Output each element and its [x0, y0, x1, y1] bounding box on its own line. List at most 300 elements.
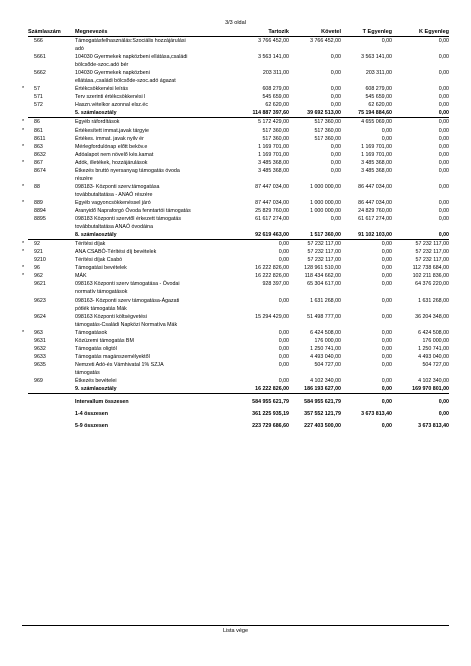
account-description [75, 272, 195, 280]
table-row [28, 215, 449, 231]
account-code: 571 [34, 94, 43, 101]
t-egyenleg-value: 0,00 [381, 241, 392, 248]
t-egyenleg-value: 86 447 034,00 [358, 183, 392, 190]
kovetel-value: 357 552 121,79 [304, 411, 341, 418]
t-egyenleg-value: 3 485 368,00 [361, 167, 392, 174]
k-egyenleg-value: 0,00 [438, 207, 449, 214]
k-egyenleg-value: 0,00 [438, 183, 449, 190]
table-row [28, 69, 449, 85]
tartozik-value: 0,00 [278, 257, 289, 264]
description-line: Közüzemi támogatás BM [75, 337, 134, 344]
account-description [75, 329, 195, 337]
account-code: 9635 [34, 361, 46, 368]
t-egyenleg-value: 545 659,00 [365, 94, 392, 101]
header-t-egyenleg: T Egyenleg [362, 29, 392, 35]
account-description [75, 422, 195, 430]
tartozik-value: 114 887 397,60 [252, 110, 289, 117]
tartozik-value: 0,00 [278, 297, 289, 304]
t-egyenleg-value: 0,00 [381, 423, 392, 430]
k-egyenleg-value: 0,00 [438, 54, 449, 61]
table-row [28, 361, 449, 377]
table-row [22, 329, 449, 337]
row-marker: * [22, 127, 25, 134]
row-marker: * [22, 273, 25, 280]
account-code: 9210 [34, 257, 46, 264]
description-line: MÁK [75, 273, 87, 280]
k-egyenleg-value: 0,00 [438, 86, 449, 93]
account-description [75, 353, 195, 361]
header-tartozik: Tartozik [268, 29, 289, 35]
account-description [75, 109, 195, 117]
total-row [28, 422, 449, 430]
trial-balance-table [22, 28, 449, 430]
t-egyenleg-value: 75 194 884,60 [358, 110, 392, 117]
table-row [28, 167, 449, 183]
description-line: 098163 Központi szerv támogatása - Óvodai [75, 281, 180, 288]
table-header [28, 28, 449, 37]
tartozik-value: 517 360,00 [262, 135, 289, 142]
table-row [28, 53, 449, 69]
kovetel-value: 51 498 777,00 [307, 313, 341, 320]
description-line: támogatás-Családi Napközi Normatíva Mák [75, 321, 178, 328]
header-kovetel: Követel [321, 29, 341, 35]
kovetel-value: 57 232 117,00 [307, 249, 341, 256]
k-egyenleg-value: 6 424 508,00 [418, 329, 449, 336]
description-line: Támogatások [75, 329, 108, 336]
account-description [75, 231, 195, 239]
account-description [75, 101, 195, 109]
t-egyenleg-value: 0,00 [381, 386, 392, 393]
account-description [75, 313, 195, 329]
account-code: 8895 [34, 216, 46, 223]
description-line: Értékcsökkenési leírás [75, 86, 128, 93]
t-egyenleg-value: 0,00 [381, 313, 392, 320]
t-egyenleg-value: 0,00 [381, 249, 392, 256]
tartozik-value: 0,00 [278, 345, 289, 352]
tartozik-value: 1 169 701,00 [258, 151, 289, 158]
tartozik-value: 928 397,00 [262, 281, 289, 288]
account-code: 8674 [34, 167, 46, 174]
kovetel-value: 1 000 000,00 [310, 199, 341, 206]
k-egyenleg-value: 0,00 [438, 102, 449, 109]
tartozik-value: 1 169 701,00 [258, 143, 289, 150]
tartozik-value: 0,00 [278, 361, 289, 368]
tartozik-value: 16 222 826,00 [255, 273, 289, 280]
tartozik-value: 5 172 429,00 [258, 119, 289, 126]
description-line: Egyéb vagyoncsökkenéssel járó [75, 199, 151, 206]
description-line: Intervallum összesen [75, 399, 129, 406]
kovetel-value: 517 360,00 [314, 119, 341, 126]
t-egyenleg-value: 3 673 813,40 [361, 411, 392, 418]
description-line: részére [75, 175, 93, 182]
description-line: 098163 Központi költségvetési [75, 313, 147, 320]
account-code: 8611 [34, 135, 46, 142]
tartozik-value: 223 729 686,60 [252, 423, 289, 430]
k-egyenleg-value: 4 102 340,00 [418, 377, 449, 384]
account-description [75, 199, 195, 207]
kovetel-value: 0,00 [330, 143, 341, 150]
description-line: Aranyidő Napraforgó Óvoda fenntartói támogatás [75, 207, 191, 214]
t-egyenleg-value: 62 620,00 [368, 102, 392, 109]
k-egyenleg-value: 0,00 [438, 127, 449, 134]
t-egyenleg-value: 0,00 [381, 399, 392, 406]
account-description [75, 256, 195, 264]
table-row [28, 297, 449, 313]
k-egyenleg-value: 0,00 [438, 159, 449, 166]
t-egyenleg-value: 0,00 [381, 273, 392, 280]
tartozik-value: 25 829 760,00 [255, 207, 289, 214]
account-description [75, 207, 195, 215]
table-row [22, 248, 449, 256]
k-egyenleg-value: 57 232 117,00 [415, 241, 449, 248]
description-line: 098163- Központi szerv támogatása-Ágazati [75, 297, 180, 304]
t-egyenleg-value: 0,00 [381, 265, 392, 272]
account-code: 5661 [34, 54, 46, 61]
t-egyenleg-value: 0,00 [381, 377, 392, 384]
account-description [75, 53, 195, 69]
t-egyenleg-value: 3 563 141,00 [361, 54, 392, 61]
k-egyenleg-value: 57 232 117,00 [415, 249, 449, 256]
tartozik-value: 545 659,00 [262, 94, 289, 101]
page-number: 3/3 oldal [225, 20, 246, 26]
tartozik-value: 608 279,00 [262, 86, 289, 93]
footer-divider [22, 625, 449, 626]
k-egyenleg-value: 1 631 268,00 [418, 297, 449, 304]
k-egyenleg-value: 0,00 [438, 38, 449, 44]
table-row [22, 240, 449, 248]
account-code: 9632 [34, 345, 46, 352]
table-row [28, 337, 449, 345]
account-description [75, 240, 195, 248]
k-egyenleg-value: 169 970 801,00 [412, 386, 449, 393]
account-code: 9633 [34, 353, 46, 360]
table-body [22, 37, 449, 430]
table-row [28, 353, 449, 361]
tartozik-value: 16 222 826,00 [255, 386, 289, 393]
table-row [22, 127, 449, 135]
k-egyenleg-value: 0,00 [438, 94, 449, 101]
t-egyenleg-value: 86 447 034,00 [358, 199, 392, 206]
account-description [75, 377, 195, 385]
kovetel-value: 584 955 621,79 [304, 399, 341, 406]
t-egyenleg-value: 0,00 [381, 361, 392, 368]
description-line: ellátása.,családi bölcsőde-szoc.adó ágazat [75, 78, 176, 85]
tartozik-value: 62 620,00 [265, 102, 289, 109]
tartozik-value: 87 447 034,00 [255, 199, 289, 206]
account-code: 9623 [34, 297, 46, 304]
tartozik-value: 203 311,00 [262, 70, 289, 77]
k-egyenleg-value: 0,00 [438, 135, 449, 142]
kovetel-value: 0,00 [330, 86, 341, 93]
description-line: Terv szerinti értékcsökkenési l [75, 94, 146, 101]
table-row [28, 37, 449, 53]
k-egyenleg-value: 0,00 [438, 232, 449, 239]
t-egyenleg-value: 3 485 368,00 [361, 159, 392, 166]
subtotal-row [28, 385, 449, 394]
tartozik-value: 0,00 [278, 353, 289, 360]
table-row [22, 85, 449, 93]
account-description [75, 361, 195, 377]
description-line: Térítési díjak [75, 241, 106, 248]
table-row [22, 264, 449, 272]
tartozik-value: 0,00 [278, 377, 289, 384]
k-egyenleg-value: 0,00 [438, 143, 449, 150]
row-marker: * [22, 183, 25, 190]
description-line: normatív támogatások [75, 289, 128, 296]
tartozik-value: 0,00 [278, 329, 289, 336]
row-marker: * [22, 265, 25, 272]
description-line: 098183- Központi szerv.támogatása [75, 183, 160, 190]
account-code: 9624 [34, 313, 46, 320]
subtotal-row [28, 109, 449, 118]
description-line: 104030 Gyermekek napközbeni ellátása,családi [75, 54, 188, 61]
tartozik-value: 3 485 368,00 [258, 159, 289, 166]
kovetel-value: 39 692 513,00 [307, 110, 341, 117]
tartozik-value: 0,00 [278, 241, 289, 248]
account-code: 921 [34, 249, 43, 256]
description-line: pótlék támogatás Mák [75, 305, 127, 312]
row-marker: * [22, 143, 25, 150]
table-row [22, 199, 449, 207]
table-row [22, 118, 449, 126]
account-description [75, 85, 195, 93]
kovetel-value: 1 517 360,00 [310, 232, 341, 239]
table-row [28, 377, 449, 385]
account-code: 861 [34, 127, 43, 134]
account-description [75, 93, 195, 101]
table-row [28, 256, 449, 264]
k-egyenleg-value: 0,00 [438, 167, 449, 174]
table-row [28, 345, 449, 353]
account-description [75, 143, 195, 151]
table-row [28, 151, 449, 159]
k-egyenleg-value: 57 232 117,00 [415, 257, 449, 264]
k-egyenleg-value: 0,00 [438, 70, 449, 77]
kovetel-value: 65 304 617,00 [307, 281, 341, 288]
description-line: Támogatásfelhasználás:Szociális hozzájárulási [75, 38, 186, 44]
tartozik-value: 361 225 935,19 [252, 411, 289, 418]
subtotal-row [28, 231, 449, 240]
total-row [28, 410, 449, 418]
description-line: Nemzeti Adó-és Vámhivatal 1% SZJA [75, 361, 164, 368]
description-line: 5-9 összesen [75, 423, 108, 430]
account-code: 88 [34, 183, 40, 190]
k-egyenleg-value: 1 250 741,00 [418, 345, 449, 352]
k-egyenleg-value: 102 211 836,00 [412, 273, 449, 280]
t-egyenleg-value: 0,00 [381, 297, 392, 304]
k-egyenleg-value: 64 376 220,00 [415, 281, 449, 288]
k-egyenleg-value: 0,00 [438, 216, 449, 223]
kovetel-value: 0,00 [330, 167, 341, 174]
t-egyenleg-value: 0,00 [381, 345, 392, 352]
table-row [28, 93, 449, 101]
account-description [75, 37, 195, 53]
account-code: 9631 [34, 337, 46, 344]
kovetel-value: 57 232 117,00 [307, 241, 341, 248]
k-egyenleg-value: 4 493 040,00 [418, 353, 449, 360]
kovetel-value: 0,00 [330, 54, 341, 61]
description-line: Támogatás oligtól [75, 345, 117, 352]
t-egyenleg-value: 203 311,00 [365, 70, 392, 77]
account-code: 86 [34, 119, 40, 126]
k-egyenleg-value: 112 738 684,00 [412, 265, 449, 272]
description-line: Értékes. immat. javak nyilv ér [75, 135, 144, 142]
list-end-footer: Lista vége [222, 628, 249, 634]
table-row [28, 313, 449, 329]
description-line: 8. számlaosztály [75, 232, 117, 239]
table-row [28, 207, 449, 215]
t-egyenleg-value: 0,00 [381, 337, 392, 344]
description-line: Étkezés bevételei [75, 377, 117, 384]
account-description [75, 127, 195, 135]
k-egyenleg-value: 3 673 813,40 [418, 423, 449, 430]
k-egyenleg-value: 36 204 348,00 [415, 313, 449, 320]
k-egyenleg-value: 0,00 [438, 399, 449, 406]
k-egyenleg-value: 0,00 [438, 411, 449, 418]
table-row [22, 183, 449, 199]
row-marker: * [22, 119, 25, 126]
kovetel-value: 57 232 117,00 [307, 257, 341, 264]
account-description [75, 385, 195, 393]
table-row [22, 159, 449, 167]
row-marker: * [22, 329, 25, 336]
kovetel-value: 1 250 741,00 [310, 345, 341, 352]
account-description [75, 159, 195, 167]
row-marker: * [22, 241, 25, 248]
row-marker: * [22, 86, 25, 93]
account-code: 867 [34, 159, 43, 166]
row-marker: * [22, 249, 25, 256]
description-line: Adóalapot nem növelő kés.kamat [75, 151, 154, 158]
account-description [75, 345, 195, 353]
account-description [75, 248, 195, 256]
account-description [75, 215, 195, 231]
k-egyenleg-value: 0,00 [438, 199, 449, 206]
t-egyenleg-value: 0,00 [381, 329, 392, 336]
kovetel-value: 0,00 [330, 216, 341, 223]
header-code: Számlaszám [28, 29, 61, 35]
t-egyenleg-value: 0,00 [381, 135, 392, 142]
account-code: 96 [34, 265, 40, 272]
kovetel-value: 0,00 [330, 159, 341, 166]
t-egyenleg-value: 0,00 [381, 353, 392, 360]
account-code: 969 [34, 377, 43, 384]
kovetel-value: 1 631 268,00 [310, 297, 341, 304]
account-code: 8894 [34, 207, 46, 214]
account-description [75, 410, 195, 418]
kovetel-value: 118 434 662,00 [304, 273, 341, 280]
table-row [28, 101, 449, 109]
account-code: 92 [34, 241, 40, 248]
row-marker: * [22, 199, 25, 206]
description-line: Támogatási bevételek [75, 265, 127, 272]
tartozik-value: 15 294 429,00 [255, 313, 289, 320]
t-egyenleg-value: 24 829 760,00 [358, 207, 392, 214]
kovetel-value: 1 000 000,00 [310, 183, 341, 190]
tartozik-value: 3 766 452,00 [258, 38, 289, 44]
table-row [22, 143, 449, 151]
kovetel-value: 0,00 [330, 102, 341, 109]
account-code: 963 [34, 329, 43, 336]
total-row [28, 398, 449, 406]
t-egyenleg-value: 0,00 [381, 257, 392, 264]
account-description [75, 264, 195, 272]
description-line: Értékesített immat.javak tárgyie [75, 127, 149, 134]
kovetel-value: 0,00 [330, 94, 341, 101]
tartozik-value: 584 955 621,79 [252, 399, 289, 406]
t-egyenleg-value: 91 102 103,00 [358, 232, 392, 239]
description-line: Támogatás magánszemélyektől [75, 353, 150, 360]
tartozik-value: 0,00 [278, 249, 289, 256]
kovetel-value: 128 961 510,00 [304, 265, 341, 272]
account-description [75, 118, 195, 126]
t-egyenleg-value: 0,00 [381, 127, 392, 134]
description-line: 104030 Gyermekek napközbeni [75, 70, 150, 77]
description-line: 098183 Központi szervtől érkezett támogatás [75, 216, 181, 223]
description-line: Adók, illetékek, hozzájárulások [75, 159, 148, 166]
account-description [75, 151, 195, 159]
t-egyenleg-value: 0,00 [381, 281, 392, 288]
table-row [22, 272, 449, 280]
kovetel-value: 227 403 500,00 [304, 423, 341, 430]
tartozik-value: 87 447 034,00 [255, 183, 289, 190]
account-code: 962 [34, 273, 43, 280]
account-code: 8632 [34, 151, 46, 158]
account-code: 5662 [34, 70, 46, 77]
account-code: 863 [34, 143, 43, 150]
description-line: adó [75, 46, 84, 53]
description-line: továbbutaltatása - ANAÓ részére [75, 191, 153, 198]
tartozik-value: 0,00 [278, 337, 289, 344]
description-line: bölcsőde-szoc.adó bér [75, 62, 129, 69]
account-code: 9621 [34, 281, 46, 288]
k-egyenleg-value: 0,00 [438, 119, 449, 126]
tartozik-value: 517 360,00 [262, 127, 289, 134]
tartozik-value: 3 563 141,00 [258, 54, 289, 61]
kovetel-value: 186 193 627,00 [304, 386, 341, 393]
t-egyenleg-value: 1 169 701,00 [361, 143, 392, 150]
account-description [75, 297, 195, 313]
account-code: 889 [34, 199, 43, 206]
k-egyenleg-value: 504 727,00 [422, 361, 449, 368]
header-description: Megnevezés [75, 29, 108, 35]
account-description [75, 183, 195, 199]
kovetel-value: 517 360,00 [314, 127, 341, 134]
account-description [75, 69, 195, 85]
description-line: Térítési díjak Csabó [75, 257, 123, 264]
kovetel-value: 3 766 452,00 [310, 38, 341, 44]
account-description [75, 135, 195, 143]
t-egyenleg-value: 0,00 [381, 38, 392, 44]
tartozik-value: 92 619 463,00 [255, 232, 289, 239]
description-line: Haszn.vételkor azonnal elsz.éc [75, 102, 149, 109]
t-egyenleg-value: 4 655 069,00 [361, 119, 392, 126]
description-line: ANA CSABÓ-Térítési díj bevételek [75, 249, 157, 256]
kovetel-value: 517 360,00 [314, 135, 341, 142]
description-line: Egyéb ráfordítások [75, 119, 120, 126]
kovetel-value: 4 493 040,00 [310, 353, 341, 360]
kovetel-value: 504 727,00 [314, 361, 341, 368]
row-marker: * [22, 159, 25, 166]
description-line: továbbutaltatása ANAÓ óvodáina [75, 224, 154, 231]
description-line: 9. számlaosztály [75, 386, 117, 393]
account-description [75, 337, 195, 345]
t-egyenleg-value: 61 617 274,00 [358, 216, 392, 223]
header-k-egyenleg: K Egyenleg [419, 29, 449, 35]
kovetel-value: 0,00 [330, 70, 341, 77]
account-description [75, 398, 195, 406]
k-egyenleg-value: 176 000,00 [422, 337, 449, 344]
